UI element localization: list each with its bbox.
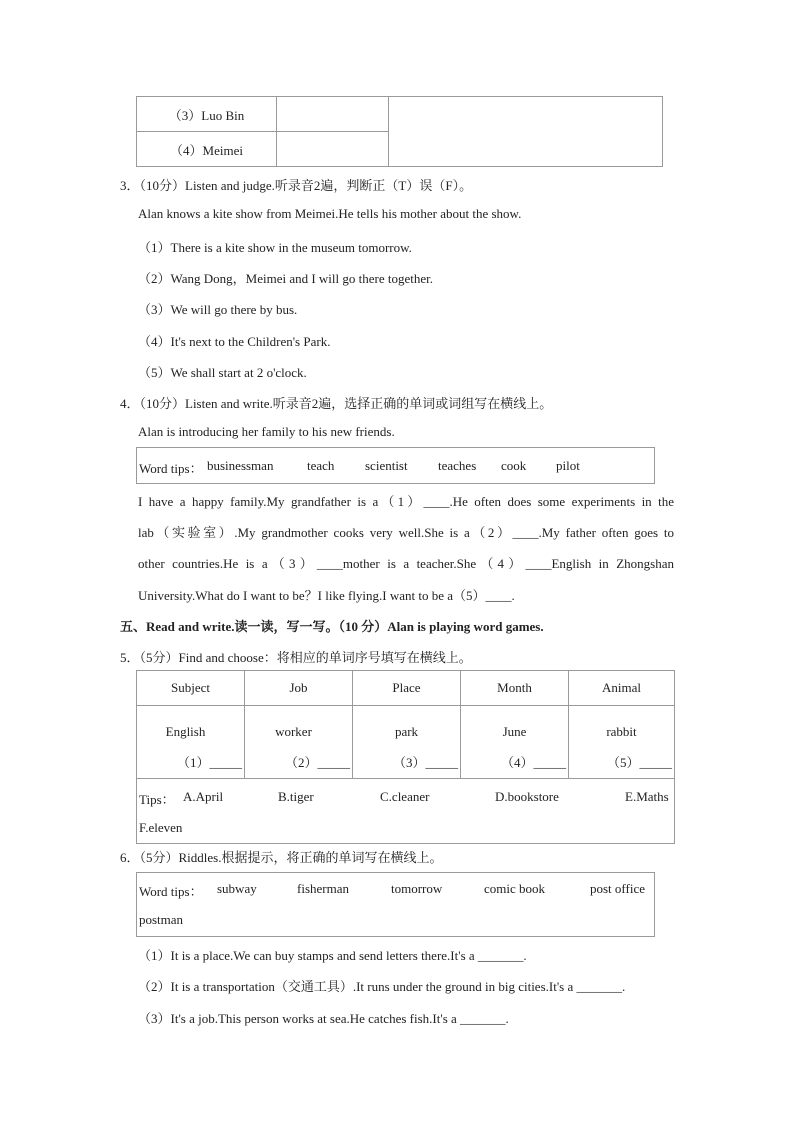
q4-passage-line: I have a happy family.My grandfather is a（1）____.He often does some experiments in the [138,494,674,509]
header-cell [569,671,675,706]
tip-word: subway [217,881,257,896]
q3-heading: 3．（10分）Listen and judge.听录音2遍，判断正（T）误（F）。 [120,178,473,193]
tip-word: scientist [365,458,408,473]
word-english: English [165,724,206,739]
header-subject: Subject [171,680,210,695]
name-cell [137,97,277,132]
q3-item: （3）We will go there by bus. [138,302,298,317]
tip-word: fisherman [297,881,349,896]
word-worker: worker [275,724,312,739]
tip-word: comic book [484,881,546,896]
q6-item: （1）It is a place.We can buy stamps and send letters there.It's a _______. [138,948,527,963]
answer-cell [277,97,389,132]
section-five-heading: 五、Read and write.读一读，写一写。（10 分）Alan is playing word games. [120,619,544,634]
tip-word: cook [501,458,527,473]
tip-option: B.tiger [278,789,314,804]
header-month: Month [497,680,532,695]
tip-option: D.bookstore [495,789,559,804]
answer-blank[interactable]: （2）_____ [284,755,350,770]
tips-label: Word tips： [139,884,203,899]
word-cell [245,706,353,779]
header-cell [245,671,353,706]
q6-heading: 6．（5分）Riddles.根据提示，将正确的单词写在横线上。 [120,850,443,865]
q3-item: （2）Wang Dong，Meimei and I will go there together. [138,271,434,286]
q3-intro: Alan knows a kite show from Meimei.He tells his mother about the show. [138,206,522,221]
q6-item: （2）It is a transportation（交通工具）.It runs under the ground in big cities.It's a _______. [138,979,626,994]
answer-blank[interactable]: （1）_____ [176,755,242,770]
tip-word: pilot [556,458,580,473]
q6-item: （3）It's a job.This person works at sea.He catches fish.It's a _______. [138,1011,509,1026]
merged-cell [389,97,663,167]
q3-item: （4）It's next to the Children's Park. [138,334,331,349]
answer-blank[interactable]: （3）_____ [392,755,458,770]
tips-label: Tips： [139,792,175,807]
header-cell [461,671,569,706]
answer-cell [277,132,389,167]
q4-intro: Alan is introducing her family to his new friends. [138,424,395,439]
word-park: park [394,724,419,739]
word-cell [461,706,569,779]
tips-row [137,779,675,844]
header-job: Job [289,680,308,695]
answer-blank[interactable]: （4）_____ [500,755,566,770]
q4-passage-line: lab（实验室）.My grandmother cooks very well.She is a（2）____.My father often goes to [138,525,674,540]
answer-blank[interactable]: （5）_____ [606,755,672,770]
header-cell [137,671,245,706]
word-june: June [502,724,527,739]
tip-option: E.Maths [625,789,669,804]
tip-word: businessman [207,458,274,473]
name-label: （3）Luo Bin [168,107,245,123]
tip-word: post office [590,881,645,896]
tip-word: tomorrow [391,881,443,896]
tip-option: C.cleaner [380,789,430,804]
header-place: Place [392,680,421,695]
tip-option: F.eleven [139,820,183,835]
q3-item: （5）We shall start at 2 o'clock. [138,365,307,380]
word-rabbit: rabbit [606,724,637,739]
q3-item: （1）There is a kite show in the museum tomorrow. [138,240,412,255]
name-label: （4）Meimei [170,142,243,158]
q5-table [136,670,675,844]
q6-word-tips-box [136,872,655,937]
tips-label: Word tips： [139,461,203,476]
header-animal: Animal [602,680,641,695]
word-cell [569,706,675,779]
tip-word: teach [307,458,335,473]
tip-word: teaches [438,458,477,473]
table-row [137,97,663,132]
top-table [136,96,663,167]
tip-word: postman [139,912,184,927]
tips-cell [137,779,675,844]
q4-passage-line: University.What do I want to be？I like flying.I want to be a（5）____. [138,588,515,603]
header-cell [353,671,461,706]
word-cell [137,706,245,779]
q5-heading: 5．（5分）Find and choose：将相应的单词序号填写在横线上。 [120,650,472,665]
table-row [137,706,675,779]
q4-heading: 4．（10分）Listen and write.听录音2遍，选择正确的单词或词组写在横线上。 [120,396,553,411]
tip-option: A.April [183,789,224,804]
table-header-row [137,671,675,706]
q4-word-tips-box [136,447,655,484]
q4-passage-line: other countries.He is a（3）____mother is a teacher.She（4）____English in Zhongshan [138,556,674,571]
word-cell [353,706,461,779]
name-cell [137,132,277,167]
